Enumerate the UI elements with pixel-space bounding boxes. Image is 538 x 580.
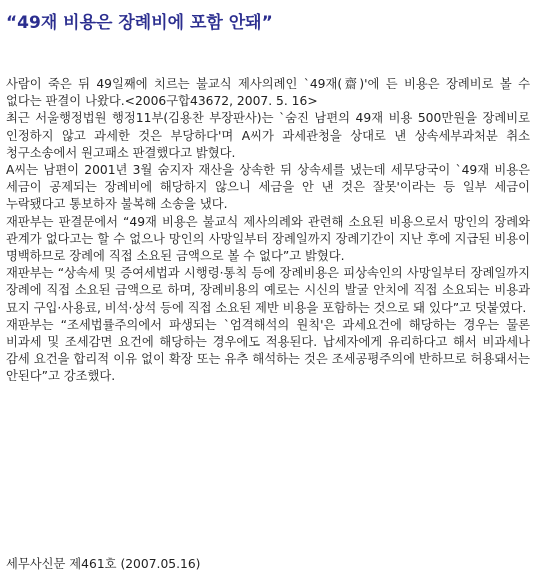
article-paragraph-5: 재판부는 “상속세 및 증여세법과 시행령·통칙 등에 장례비용은 피상속인의 사망일부터 장례일까지 장례에 직접 소요된 금액으로 하며, 장례비용의 예로는 시신의 발굴 안치에 직접 소요되는 비용과 묘지 구입·사용료, 비석·상석 등에 직접 소요된 제반 비용을 포함하는 것으로 돼 있다”고 덧붙였다. (6, 266, 530, 315)
article-source: 세무사신문 제461호 (2007.05.16) (6, 557, 201, 571)
article-paragraph-1: 사람이 죽은 뒤 49일째에 치르는 불교식 제사의례인 `49재(齋)'에 든 비용은 장례비로 볼 수 없다는 판결이 나왔다.<2006구합43672, 2007. 5. 16> (6, 77, 530, 109)
article-headline: “49재 비용은 장례비에 포함 안돼” (6, 13, 273, 33)
article-paragraph-2: 최근 서울행정법원 행정11부(김용찬 부장판사)는 `숨진 남편의 49재 비용 500만원을 장례비로 인정하지 않고 과세한 것은 부당하다'며 A씨가 과세관청을 상대로 낸 상속세부과처분 취소 청구소송에서 원고패소 판결했다고 밝혔다. (6, 111, 530, 160)
article-body (6, 76, 530, 386)
article-paragraph-4: 재판부는 판결문에서 “49재 비용은 불교식 제사의례와 관련해 소요된 비용으로서 망인의 장례와 관계가 없다고는 할 수 없으나 망인의 사망일부터 장례일까지 장례기간이 지난 후에 지급된 비용이 명백하므로 장례에 직접 소요된 금액으로 볼 수 없다”고 밝혔다. (6, 214, 530, 264)
article-paragraph-6: 재판부는 “조세법률주의에서 파생되는 `엄격해석의 원칙'은 과세요건에 해당하는 경우는 물론 비과세 및 조세감면 요건에 해당하는 경우에도 적용된다. 납세자에게 유리하다고 해서 비과세나 감세 요건을 합리적 이유 없이 확장 또는 유추 해석하는 것은 조세공평주의에 반하므로 허용돼서는 안된다”고 강조했다. (6, 317, 530, 384)
article-paragraph-3: A씨는 남편이 2001년 3월 숨지자 재산을 상속한 뒤 상속세를 냈는데 세무당국이 `49재 비용은 세금이 공제되는 장례비에 해당하지 않으니 세금을 안 낸 것은 잘못'이라는 등 일부 세금이 누락됐다고 통보하자 불복해 소송을 냈다. (6, 163, 530, 212)
